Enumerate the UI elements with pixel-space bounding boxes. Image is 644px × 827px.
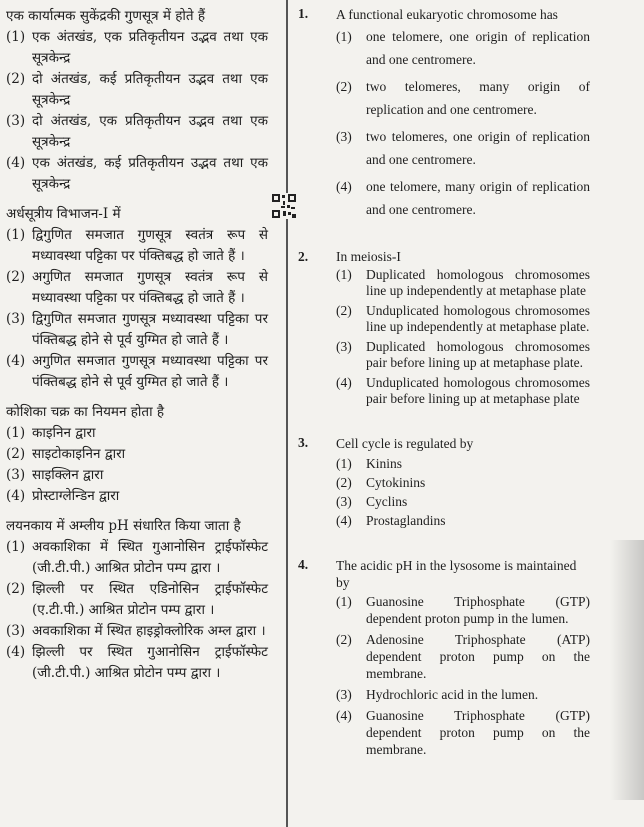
option-1: (1) Duplicated homologous chromosomes line up independently at metaphase plate xyxy=(336,267,590,298)
option-2: (2) झिल्ली पर स्थित एडिनोसिन ट्राईफॉस्फेट (ए.टी.पी.) आश्रित प्रोटोन पम्प द्वारा । xyxy=(6,581,268,618)
option-2: (2) अगुणित समजात गुणसूत्र स्वतंत्र रूप से मध्यावस्था पट्टिका पर पंक्तिबद्ध हो जाते हैं । xyxy=(6,269,268,306)
option-3: (3) अवकाशिका में स्थित हाइड्रोक्लोरिक अम्ल द्वारा । xyxy=(6,623,266,639)
option-2: (2) Cytokinins xyxy=(336,475,426,490)
option-1: (1) काइनिन द्वारा xyxy=(6,425,96,441)
hindi-question-4 xyxy=(6,516,268,684)
option-1: (1) अवकाशिका में स्थित गुआनोसिन ट्राईफॉस्फेट (जी.टी.पी.) आश्रित प्रोटोन पम्प द्वारा । xyxy=(6,539,268,576)
option-3: (3) Cyclins xyxy=(336,494,408,509)
option-3: (3) साइक्लिन द्वारा xyxy=(6,467,104,483)
option-4: (4) झिल्ली पर स्थित गुआनोसिन ट्राईफॉस्फेट (जी.टी.पी.) आश्रित प्रोटोन पम्प द्वारा । xyxy=(6,644,268,681)
option-1: (1) Kinins xyxy=(336,456,403,471)
question-stem: The acidic pH in the lysosome is maintained by xyxy=(336,558,577,590)
hindi-question-2 xyxy=(6,204,268,393)
option-3: (3) द्विगुणित समजात गुणसूत्र मध्यावस्था पट्टिका पर पंक्तिबद्ध होने से पूर्व युग्मित हो जाते हैं । xyxy=(6,311,268,348)
option-3: (3) Duplicated homologous chromosomes pair before lining up at metaphase plate. xyxy=(336,339,590,370)
option-2: (2) दो अंतखंड, कई प्रतिकृतीयन उद्भव तथा एक सूत्रकेन्द्र xyxy=(6,71,268,108)
question-stem: Cell cycle is regulated by xyxy=(336,436,474,451)
option-3: (3) दो अंतखंड, एक प्रतिकृतीयन उद्भव तथा एक सूत्रकेन्द्र xyxy=(6,113,268,150)
question-stem: लयनकाय में अम्लीय pH संधारित किया जाता है xyxy=(6,518,241,534)
question-number: 2. xyxy=(298,249,309,264)
option-2: (2) Adenosine Triphosphate (ATP) dependent proton pump on the membrane. xyxy=(336,632,590,681)
english-question-3 xyxy=(298,435,590,531)
english-question-1 xyxy=(298,6,590,225)
hindi-question-3 xyxy=(6,402,268,507)
option-1: (1) one telomere, one origin of replication and one centromere. xyxy=(336,29,590,67)
hindi-question-1 xyxy=(6,6,268,195)
option-2: (2) two telomeres, many origin of replication and one centromere. xyxy=(336,79,590,117)
english-column xyxy=(298,6,590,762)
english-question-2 xyxy=(298,249,590,411)
option-4: (4) एक अंतखंड, कई प्रतिकृतीयन उद्भव तथा एक सूत्रकेन्द्र xyxy=(6,155,268,192)
option-4: (4) one telomere, many origin of replication and one centromere. xyxy=(336,179,590,217)
option-4: (4) Prostaglandins xyxy=(336,513,446,528)
question-stem: In meiosis-I xyxy=(336,249,401,264)
option-3: (3) two telomeres, one origin of replication and one centromere. xyxy=(336,129,590,167)
question-stem: अर्धसूत्रीय विभाजन-I में xyxy=(6,206,121,222)
option-4: (4) प्रोस्टाग्लेन्डिन द्वारा xyxy=(6,488,120,504)
question-stem: एक कार्यात्मक सुकेंद्रकी गुणसूत्र में होते हैं xyxy=(6,8,206,24)
option-4: (4) Guanosine Triphosphate (GTP) dependent proton pump on the membrane. xyxy=(336,708,590,757)
scan-shadow xyxy=(610,540,644,800)
hindi-column xyxy=(6,6,268,693)
english-question-4 xyxy=(298,557,590,762)
option-4: (4) अगुणित समजात गुणसूत्र मध्यावस्था पट्टिका पर पंक्तिबद्ध होने से पूर्व युग्मित हो जाते हैं । xyxy=(6,353,268,390)
question-stem: A functional eukaryotic chromosome has xyxy=(336,7,558,22)
option-1: (1) एक अंतखंड, एक प्रतिकृतीयन उद्भव तथा एक सूत्रकेन्द्र xyxy=(6,29,268,66)
column-divider xyxy=(286,0,288,827)
question-stem: कोशिका चक्र का नियमन होता है xyxy=(6,404,165,420)
option-2: (2) Unduplicated homologous chromosomes line up independently at metaphase plate. xyxy=(336,303,590,334)
option-1: (1) Guanosine Triphosphate (GTP) dependent proton pump in the lumen. xyxy=(336,594,590,626)
option-3: (3) Hydrochloric acid in the lumen. xyxy=(336,687,539,702)
option-4: (4) Unduplicated homologous chromosomes pair before lining up at metaphase plate xyxy=(336,375,590,406)
option-1: (1) द्विगुणित समजात गुणसूत्र स्वतंत्र रूप से मध्यावस्था पट्टिका पर पंक्तिबद्ध हो जाते हैं । xyxy=(6,227,268,264)
option-2: (2) साइटोकाइनिन द्वारा xyxy=(6,446,126,462)
question-number: 3. xyxy=(298,435,309,450)
question-number: 4. xyxy=(298,557,309,572)
question-number: 1. xyxy=(298,6,309,21)
qr-code-icon xyxy=(271,193,297,219)
